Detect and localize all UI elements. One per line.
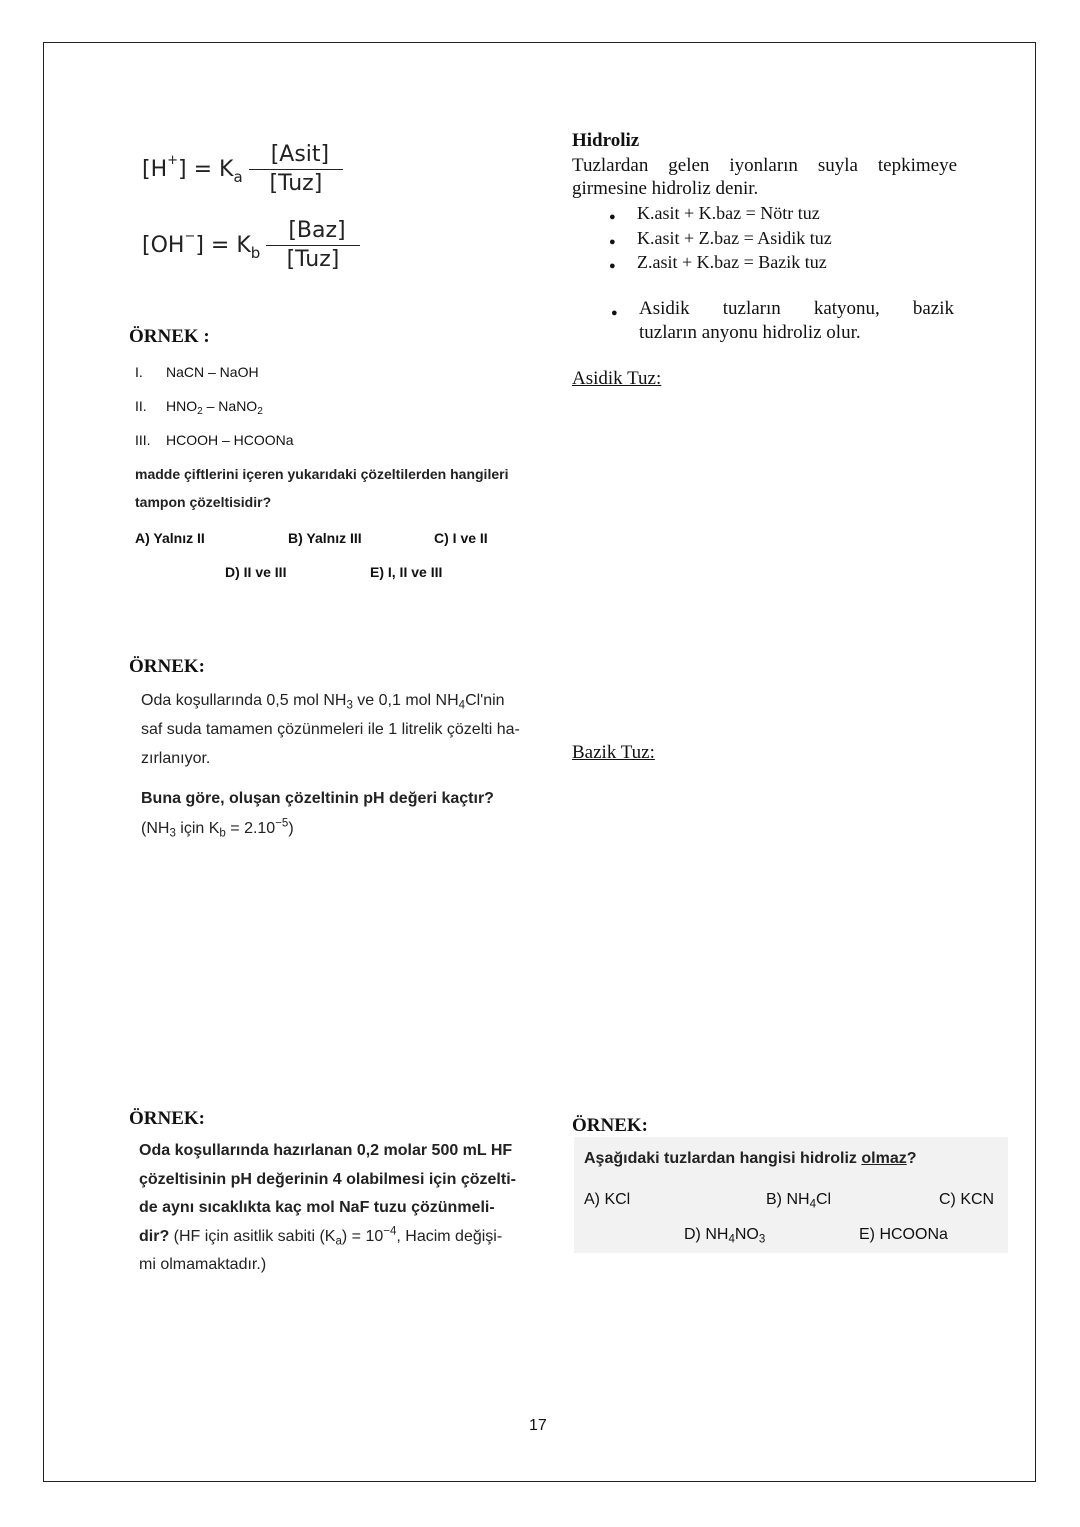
formula-numerator: [Asit] — [249, 142, 343, 170]
text-part-underlined: olmaz — [861, 1150, 907, 1167]
text-part: için K — [175, 820, 220, 837]
page-number: 17 — [529, 1417, 547, 1434]
formula-denominator: [Tuz] — [286, 247, 340, 272]
subscript: 3 — [169, 827, 176, 840]
example-2-line: zırlanıyor. — [141, 750, 211, 767]
example-4-box — [574, 1137, 1008, 1253]
formula-lhs: [OH — [142, 233, 185, 258]
salt-type-item: ● Z.asit + K.baz = Bazik tuz — [601, 250, 832, 275]
text-part: Cl'nin — [465, 692, 505, 709]
subscript: 4 — [728, 1233, 735, 1246]
text-part: ? — [906, 1150, 917, 1167]
choice-d: D) II ve III — [225, 564, 287, 580]
note-line: tuzların anyonu hidroliz olur. — [639, 322, 861, 343]
choice-b — [766, 1191, 831, 1209]
example-1-item — [135, 355, 294, 389]
example-1-heading: ÖRNEK : — [129, 326, 210, 347]
choice-c: C) I ve II — [434, 530, 488, 546]
choice-e: E) HCOONa — [859, 1226, 948, 1243]
subscript: 3 — [346, 699, 353, 712]
subscript: 3 — [758, 1233, 766, 1246]
text-part: ve 0,1 mol NH — [352, 692, 459, 709]
item-subscript: 2 — [257, 406, 263, 418]
formula-lhs-k: ] = K — [178, 157, 234, 182]
subscript: b — [219, 827, 226, 840]
item-number: III. — [135, 432, 151, 448]
example-2-heading: ÖRNEK: — [129, 656, 205, 677]
text-part: B) NH — [766, 1191, 810, 1208]
text-part: (HF için asitlik sabiti (K — [169, 1227, 336, 1245]
text-part: Cl — [815, 1191, 832, 1208]
example-3-text — [139, 1137, 516, 1280]
example-2-line: saf suda tamamen çözünmeleri ile 1 litrelik çözelti ha- — [141, 721, 520, 738]
item-text: – NaNO — [202, 398, 258, 414]
subscript: a — [335, 1234, 342, 1247]
note-line: ● Asidik tuzların katyonu, bazik — [639, 298, 954, 319]
choice-d — [684, 1226, 765, 1244]
example-1-question — [135, 460, 508, 516]
item-subscript: 2 — [197, 406, 203, 418]
example-2-text — [141, 686, 520, 773]
hydrolysis-note — [603, 297, 954, 345]
item-text: HNO — [166, 398, 198, 414]
example-3-line: çözeltisinin pH değerinin 4 olabilmesi için çözelti- — [139, 1170, 516, 1188]
choice-e: E) I, II ve III — [370, 564, 443, 580]
definition-line: Tuzlardan gelen iyonların suyla tepkimeye — [572, 155, 957, 176]
formula-denominator: [Tuz] — [269, 171, 323, 196]
definition-line: girmesine hidroliz denir. — [572, 178, 759, 199]
text-part: (NH — [141, 820, 170, 837]
question-line: madde çiftlerini içeren yukarıdaki çözeltilerden hangileri — [135, 466, 509, 482]
hydrolysis-title: Hidroliz — [572, 130, 640, 151]
acidic-salt-label: Asidik Tuz: — [572, 368, 662, 389]
question-line: tampon çözeltisidir? — [135, 494, 272, 510]
subscript: 4 — [458, 699, 466, 712]
choice-c: C) KCN — [939, 1191, 995, 1208]
example-1-items — [135, 355, 294, 457]
formula-sub: b — [250, 243, 261, 262]
superscript: −5 — [275, 817, 289, 830]
item-number: I. — [135, 364, 143, 380]
formula-h-ion — [142, 142, 343, 197]
example-3-line: de aynı sıcaklıkta kaç mol NaF tuzu çözünmeli- — [139, 1199, 495, 1216]
example-4-heading: ÖRNEK: — [572, 1115, 648, 1136]
item-text: NaCN – NaOH — [166, 364, 259, 380]
choice-b: B) Yalnız III — [288, 530, 362, 546]
formula-sup: − — [184, 229, 196, 244]
salt-type-item: ● K.asit + Z.baz = Asidik tuz — [601, 226, 832, 251]
example-2-question: Buna göre, oluşan çözeltinin pH değeri kaçtır? — [141, 790, 494, 807]
note-item — [603, 297, 954, 345]
formula-fraction — [249, 142, 343, 197]
example-3-heading: ÖRNEK: — [129, 1108, 205, 1129]
example-1-item — [135, 423, 294, 457]
text-part: ) = 10 — [341, 1227, 384, 1245]
formula-fraction — [266, 218, 359, 273]
formula-lhs: [H — [142, 157, 168, 182]
basic-salt-label: Bazik Tuz: — [572, 742, 655, 763]
text-part: Aşağıdaki tuzlardan hangisi hidroliz — [584, 1150, 862, 1167]
formula-lhs-k: ] = K — [195, 233, 251, 258]
example-2-note — [141, 817, 294, 840]
formula-sub: a — [233, 167, 243, 186]
text-part: NO — [734, 1226, 759, 1243]
formula-oh-ion — [142, 218, 360, 273]
formula-sup: + — [167, 153, 179, 168]
salt-type-list — [601, 201, 832, 275]
item-text: HCOOH – HCOONa — [166, 432, 294, 448]
choice-a: A) KCl — [584, 1191, 631, 1208]
text-part: , Hacim değişi- — [396, 1227, 503, 1245]
choice-a: A) Yalnız II — [135, 530, 205, 546]
salt-type-item: ● K.asit + K.baz = Nötr tuz — [601, 201, 832, 226]
text-part: dir? — [139, 1227, 170, 1245]
example-3-line — [139, 1223, 516, 1252]
example-3-line: Oda koşullarında hazırlanan 0,2 molar 500 mL HF — [139, 1142, 513, 1159]
text-part: D) NH — [684, 1226, 729, 1243]
subscript: 4 — [809, 1198, 816, 1211]
example-4-question — [584, 1150, 917, 1168]
formula-numerator: [Baz] — [266, 218, 359, 246]
example-2-line — [141, 686, 520, 715]
text-part: ) — [288, 820, 294, 837]
example-3-line: mi olmamaktadır.) — [139, 1256, 267, 1273]
example-1-item — [135, 389, 294, 423]
text-part: = 2.10 — [225, 820, 276, 837]
text-part: Oda koşullarında 0,5 mol NH — [141, 692, 347, 709]
item-number: II. — [135, 398, 147, 414]
superscript: −4 — [383, 1225, 397, 1238]
hydrolysis-definition — [572, 154, 957, 200]
